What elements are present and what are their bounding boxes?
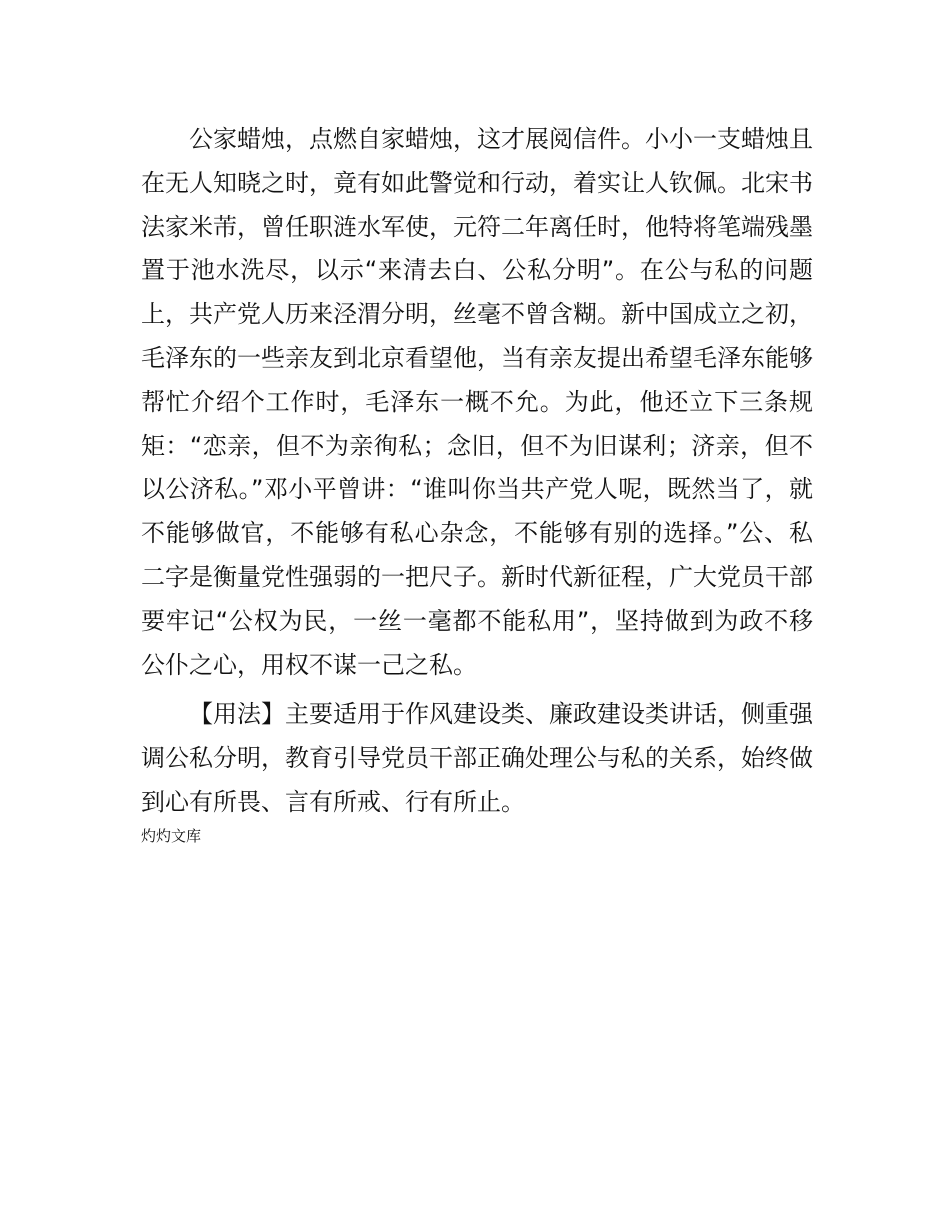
- document-body: [141, 118, 813, 825]
- body-paragraph-1: 公家蜡烛，点燃自家蜡烛，这才展阅信件。小小一支蜡烛且在无人知晓之时，竟有如此警觉和行动，着实让人钦佩。北宋书法家米芾，曾任职涟水军使，元符二年离任时，他特将笔端残墨置于池水洗尽，以示“来清去白、公私分明”。在公与私的问题上，共产党人历来泾渭分明，丝毫不曾含糊。新中国成立之初，毛泽东的一些亲友到北京看望他，当有亲友提出希望毛泽东能够帮忙介绍个工作时，毛泽东一概不允。为此，他还立下三条规矩：“恋亲，但不为亲徇私；念旧，但不为旧谋利；济亲，但不以公济私。”邓小平曾讲：“谁叫你当共产党人呢，既然当了，就不能够做官，不能够有私心杂念，不能够有别的选择。”公、私二字是衡量党性强弱的一把尺子。新时代新征程，广大党员干部要牢记“公权为民，一丝一毫都不能私用”，坚持做到为政不移公仆之心，用权不谋一己之私。: [141, 125, 813, 679]
- usage-paragraph: 【用法】主要适用于作风建设类、廉政建设类讲话，侧重强调公私分明，教育引导党员干部正确处理公与私的关系，始终做到心有所畏、言有所戒、行有所止。: [141, 700, 813, 816]
- source-watermark-text: 灼灼文库: [141, 827, 202, 845]
